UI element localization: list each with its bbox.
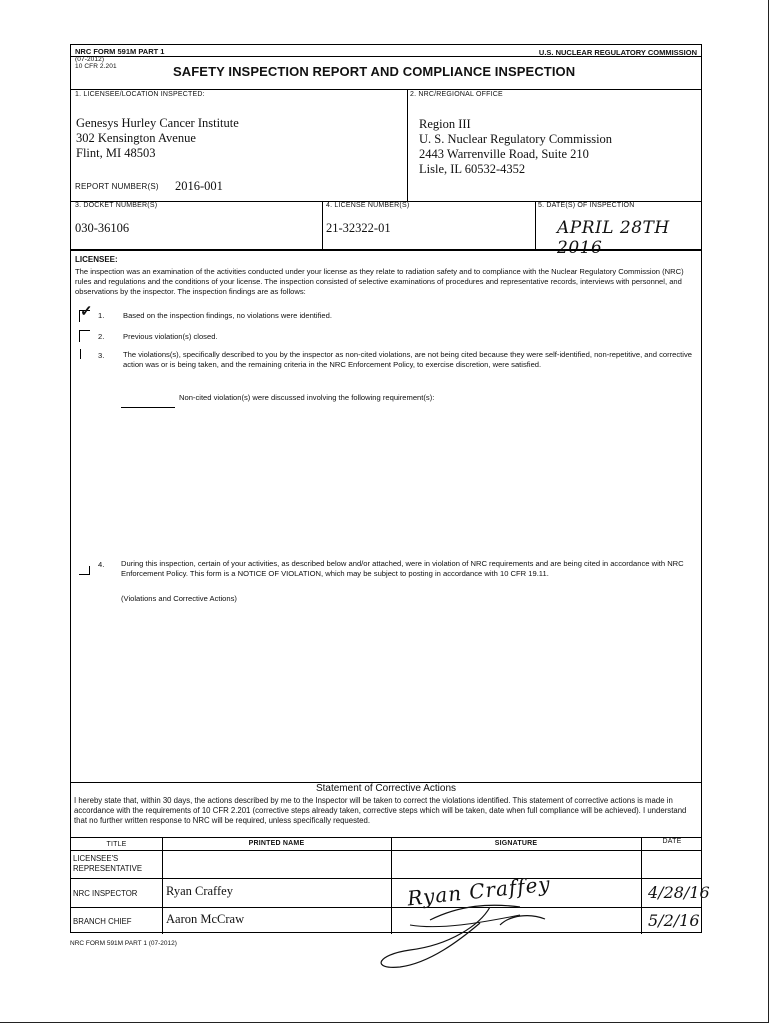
docket-divider <box>322 201 323 249</box>
inspection-form <box>70 44 710 933</box>
sig-header-bottom <box>71 850 701 851</box>
sig-row-1-bottom <box>71 878 701 879</box>
docket-label: 3. DOCKET NUMBER(S) <box>75 202 158 209</box>
form-title: SAFETY INSPECTION REPORT AND COMPLIANCE INSPECTION <box>173 64 576 79</box>
inspection-date-label: 5. DATE(S) OF INSPECTION <box>538 202 635 209</box>
sig-row-3-title: BRANCH CHIEF <box>73 917 132 926</box>
sig-header-title: TITLE <box>106 841 127 848</box>
licensee-location-label: 1. LICENSEE/LOCATION INSPECTED: <box>75 91 205 98</box>
sig-row-2-date: 4/28/16 <box>648 883 710 902</box>
noncited-line: Non-cited violation(s) were discussed involving the following requirement(s): <box>179 393 435 402</box>
sig-row-3-name: Aaron McCraw <box>166 912 245 926</box>
regional-office-label: 2. NRC/REGIONAL OFFICE <box>410 91 503 98</box>
licensee-address <box>76 116 239 161</box>
sig-row-2-name: Ryan Craffey <box>166 884 233 898</box>
sig-header-top <box>71 837 701 838</box>
violations-caption: (Violations and Corrective Actions) <box>121 594 237 603</box>
docket-number: 030-36106 <box>75 221 130 235</box>
licensee-city: Flint, MI 48503 <box>76 146 156 160</box>
cfr-reference: 10 CFR 2.201 <box>75 63 117 70</box>
license-divider <box>535 201 536 249</box>
noncited-blank <box>121 407 175 408</box>
sig-col-1 <box>162 837 163 934</box>
item-2-number: 2. <box>98 332 105 341</box>
form-id: NRC FORM 591M PART 1 <box>75 47 165 56</box>
item-3-text: The violations(s), specifically described to you by the inspector as non-cited violations, are not being cited because they were self-identified, non-repetitive, and corrective action was or is being taken, and the remaining criteria in the NRC Enforcement Policy, to exercise discretion, were satisfied. <box>123 350 692 369</box>
licensee-street: 302 Kensington Avenue <box>76 131 196 145</box>
sig-header-signature: SIGNATURE <box>494 840 538 847</box>
item-3-checkbox <box>80 349 81 359</box>
inspector-signature: Ryan Craffey <box>406 871 552 911</box>
item-1-checkmark: ✓ <box>80 303 93 320</box>
region-street: 2443 Warrenville Road, Suite 210 <box>419 147 589 161</box>
inspection-intro: The inspection was an examination of the activities conducted under your license as they relate to radiation safety and to compliance with the Nuclear Regulatory Commission (NRC) rules and regulations and the conditions of your license. The inspection consisted of selective examinations of procedures and representative records, interviews with personnel, and observations by the inspector. The inspection findings are as follows: <box>75 267 684 296</box>
sig-row-2-title: NRC INSPECTOR <box>73 889 138 898</box>
sig-header-date: DATE <box>662 838 682 845</box>
form-revision: (07-2012) <box>75 56 105 63</box>
item-4-text: During this inspection, certain of your activities, as described below and/or attached, were in violation of NRC requirements and are being cited in accordance with NRC Enforcement Policy. This form is a NOTICE OF VIOLATION, which may be subject to posting in accordance with 10 CFR 19.11. <box>121 559 684 578</box>
inspection-date: APRIL 28TH 2016 <box>557 218 670 258</box>
item-2-text: Previous violation(s) closed. <box>123 332 218 341</box>
sig-header-name: PRINTED NAME <box>248 840 305 847</box>
license-label: 4. LICENSE NUMBER(S) <box>326 202 410 209</box>
report-number-label: REPORT NUMBER(S) <box>75 182 159 191</box>
corrective-title: Statement of Corrective Actions <box>315 783 457 794</box>
item-1-text: Based on the inspection findings, no violations were identified. <box>123 311 332 320</box>
header-rule <box>71 56 701 57</box>
licensee-section-rule <box>71 249 701 251</box>
item-4-number: 4. <box>98 560 105 569</box>
license-number: 21-32322-01 <box>326 221 391 235</box>
sig-col-3 <box>641 837 642 934</box>
header-bottom-rule <box>71 89 701 90</box>
footer-form-id: NRC FORM 591M PART 1 (07-2012) <box>70 940 177 947</box>
item-3-number: 3. <box>98 351 105 360</box>
region-city: Lisle, IL 60532-4352 <box>419 162 526 176</box>
sig-row-3-date: 5/2/16 <box>648 911 700 930</box>
region-name: Region III <box>419 117 471 131</box>
corrective-statement: I hereby state that, within 30 days, the actions described by me to the Inspector will be taken to correct the violations identified. This statement of corrective actions is made in accordance with the requirements of 10 CFR 2.201 (corrective steps already taken, corrective steps which will be taken, date when full compliance will be achieved). I understand that no further written response to NRC will be required, unless specifically requested. <box>74 796 687 825</box>
branch-chief-signature <box>370 885 560 975</box>
regional-office-address <box>419 117 612 177</box>
licensee-name: Genesys Hurley Cancer Institute <box>76 116 239 130</box>
item-4-checkbox <box>79 566 90 575</box>
agency-name: U.S. NUCLEAR REGULATORY COMMISSION <box>538 48 697 57</box>
item-1-number: 1. <box>98 311 105 320</box>
licensee-heading: LICENSEE: <box>75 255 118 264</box>
block-divider <box>407 89 408 201</box>
region-agency: U. S. Nuclear Regulatory Commission <box>419 132 613 146</box>
item-2-checkbox <box>79 330 90 342</box>
sig-row-1-title: LICENSEE'S REPRESENTATIVE <box>73 854 143 873</box>
report-number: 2016-001 <box>175 179 223 193</box>
